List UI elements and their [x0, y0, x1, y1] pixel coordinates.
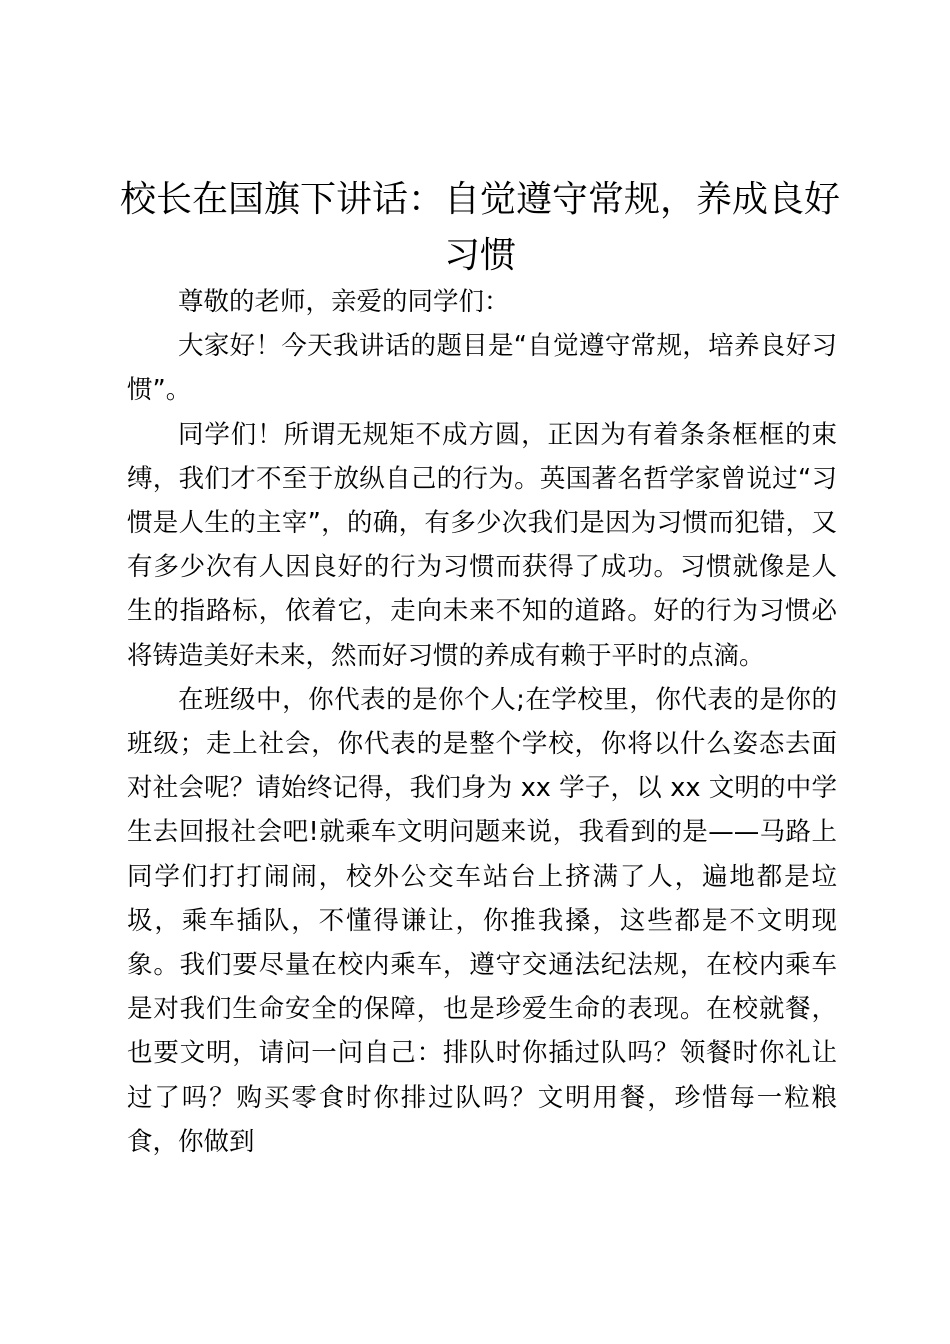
salutation-paragraph: 尊敬的老师，亲爱的同学们： [178, 287, 510, 317]
civility-paragraph: 在班级中，你代表的是你个人;在学校里，你代表的是你的班级；走上社会，你代表的是整个学校，你将以什么姿态去面对社会呢？请始终记得，我们身为 xx 学子，以 xx 文明的中学生去回报社会吧!就乘车文明问题来说，我看到的是——马路上同学们打打闹闹，校外公交车站台上挤满了人，遍地都是垃圾，乘车插队，不懂得谦让，你推我搡，这些都是不文明现象。我们要尽量在校内乘车，遵守交通法纪法规，在校内乘车是对我们生命安全的保障，也是珍爱生命的表现。在校就餐，也要文明，请问一问自己：排队时你插过队吗？领餐时你礼让过了吗？购买零食时你排过队吗？文明用餐，珍惜每一粒粮食，你做到 [127, 684, 837, 1157]
document-title: 校长在国旗下讲话：自觉遵守常规，养成良好习惯 [119, 179, 840, 276]
greeting-paragraph: 大家好！今天我讲话的题目是“自觉遵守常规，培养良好习惯”。 [127, 331, 837, 406]
habits-paragraph: 同学们！所谓无规矩不成方圆，正因为有着条条框框的束缚，我们才不至于放纵自己的行为。英国著名哲学家曾说过“习惯是人生的主宰”，的确，有多少次我们是因为习惯而犯错，又有多少次有人因良好的行为习惯而获得了成功。习惯就像是人生的指路标，依着它，走向未来不知的道路。好的行为习惯必将铸造美好未来，然而好习惯的养成有赖于平时的点滴。 [127, 419, 837, 671]
document-body [127, 280, 837, 1164]
